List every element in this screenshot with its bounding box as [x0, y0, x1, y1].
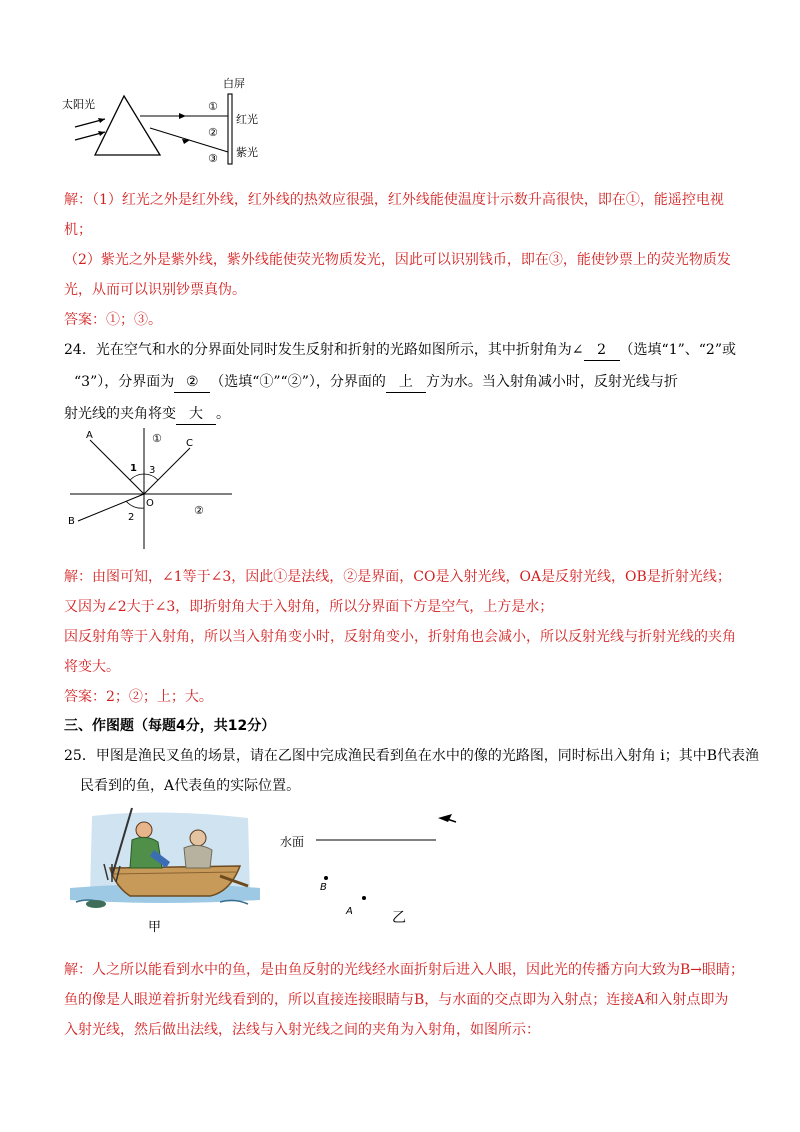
label-angle-3: 3: [149, 465, 156, 476]
blank-angle-change: 大: [176, 404, 216, 425]
solution-24-line-3: 因反射角等于入射角，所以当入射角变小时，反射角变小，折射角也会减小，所以反射光线与折射光线的夹角: [64, 629, 736, 645]
sunlight-label: 太阳光: [62, 98, 95, 111]
white-screen: [228, 94, 232, 164]
solution-23-line-2: 机；: [64, 222, 92, 238]
screen-label: 白屏: [223, 77, 245, 90]
label-A: A: [86, 430, 93, 441]
solution-23-answer: 答案：①；③。: [64, 312, 162, 328]
solution-25-line-3: 入射光线，然后做出法线，法线与入射光线之间的夹角为入射角，如图所示：: [64, 1022, 540, 1038]
label-O: O: [146, 498, 154, 509]
water-surface-figure: [276, 800, 476, 930]
label-B: B: [68, 516, 75, 527]
prism: [95, 96, 160, 155]
solution-24-line-1: 解：由图可知，∠1等于∠3，因此①是法线，②是界面，CO是入射光线，OA是反射光线，OB是折射光线；: [64, 569, 731, 585]
figure-jia-caption: 甲: [148, 920, 162, 935]
question-25-line-2: 民看到的鱼，A代表鱼的实际位置。: [80, 778, 301, 794]
solution-25-line-1: 解：人之所以能看到水中的鱼，是由鱼反射的光线经水面折射后进入人眼，因此光的传播方向大致为B→眼睛；: [64, 962, 745, 978]
boat: [110, 866, 240, 896]
violet-light-label: 紫光: [236, 146, 258, 159]
label-angle-1: 1: [130, 463, 137, 474]
reflection-refraction-figure: [60, 424, 240, 552]
point-B: [324, 876, 328, 880]
blank-water-side: 上: [386, 372, 426, 393]
angle-2-arc: [126, 501, 144, 508]
label-C: C: [186, 438, 193, 449]
point-A: [362, 896, 366, 900]
label-point-B: B: [320, 882, 327, 893]
label-angle-2: 2: [128, 512, 135, 523]
solution-24-answer: 答案：2；②；上；大。: [64, 689, 213, 705]
solution-23-line-4: 光，从而可以识别钞票真伪。: [64, 282, 246, 298]
question-24-line-1: 24．光在空气和水的分界面处同时发生反射和折射的光路如图所示，其中折射角为∠ 2 （选填“1”、“2”或: [64, 340, 736, 361]
figure-yi-caption: 乙: [392, 910, 406, 926]
red-light-label: 红光: [236, 113, 258, 126]
section-heading: 三、作图题（每题4分，共12分）: [64, 718, 276, 734]
prism-dispersion-figure: [60, 72, 280, 172]
angle-1-arc: [130, 474, 144, 480]
label-point-A: A: [346, 906, 353, 917]
fisherman-illustration: [70, 806, 260, 936]
marker-2: ②: [208, 126, 218, 139]
solution-23-line-3: （2）紫光之外是紫外线，紫外线能使荧光物质发光，因此可以识别钱币，即在③，能使钞票上的荧光物质发: [64, 252, 731, 268]
companion-head: [190, 830, 206, 846]
solution-24-line-4: 将变大。: [64, 659, 120, 675]
water-surface-label: 水面: [280, 835, 305, 849]
question-24-line-2: “3”），分界面为 ② （选填“①”“②”），分界面的 上 方为水。当入射角减小时，反射光线与折: [74, 372, 678, 393]
label-circle-2: ②: [194, 504, 204, 517]
marker-1: ①: [208, 100, 218, 113]
question-25-line-1: 25．甲图是渔民叉鱼的场景，请在乙图中完成渔民看到鱼在水中的像的光路图，同时标出入射角 i；其中B代表渔: [64, 748, 760, 764]
solution-25-line-2: 鱼的像是人眼逆着折射光线看到的，所以直接连接眼睛与B，与水面的交点即为入射点；连接A和入射点即为: [64, 992, 729, 1008]
label-circle-1: ①: [152, 432, 162, 445]
marker-3: ③: [208, 152, 218, 165]
companion-body: [184, 845, 212, 868]
fisherman-head: [136, 822, 152, 838]
blank-refraction-angle: 2: [584, 340, 620, 361]
solution-24-line-2: 又因为∠2大于∠3，即折射角大于入射角，所以分界面下方是空气，上方是水；: [64, 599, 554, 615]
question-24-line-3: 射光线的夹角将变 大 。: [64, 404, 230, 425]
solution-23-line-1: 解：（1）红光之外是红外线，红外线的热效应很强，红外线能使温度计示数升高很快，即在①，能遥控电视: [64, 192, 724, 208]
blank-interface: ②: [174, 372, 210, 393]
